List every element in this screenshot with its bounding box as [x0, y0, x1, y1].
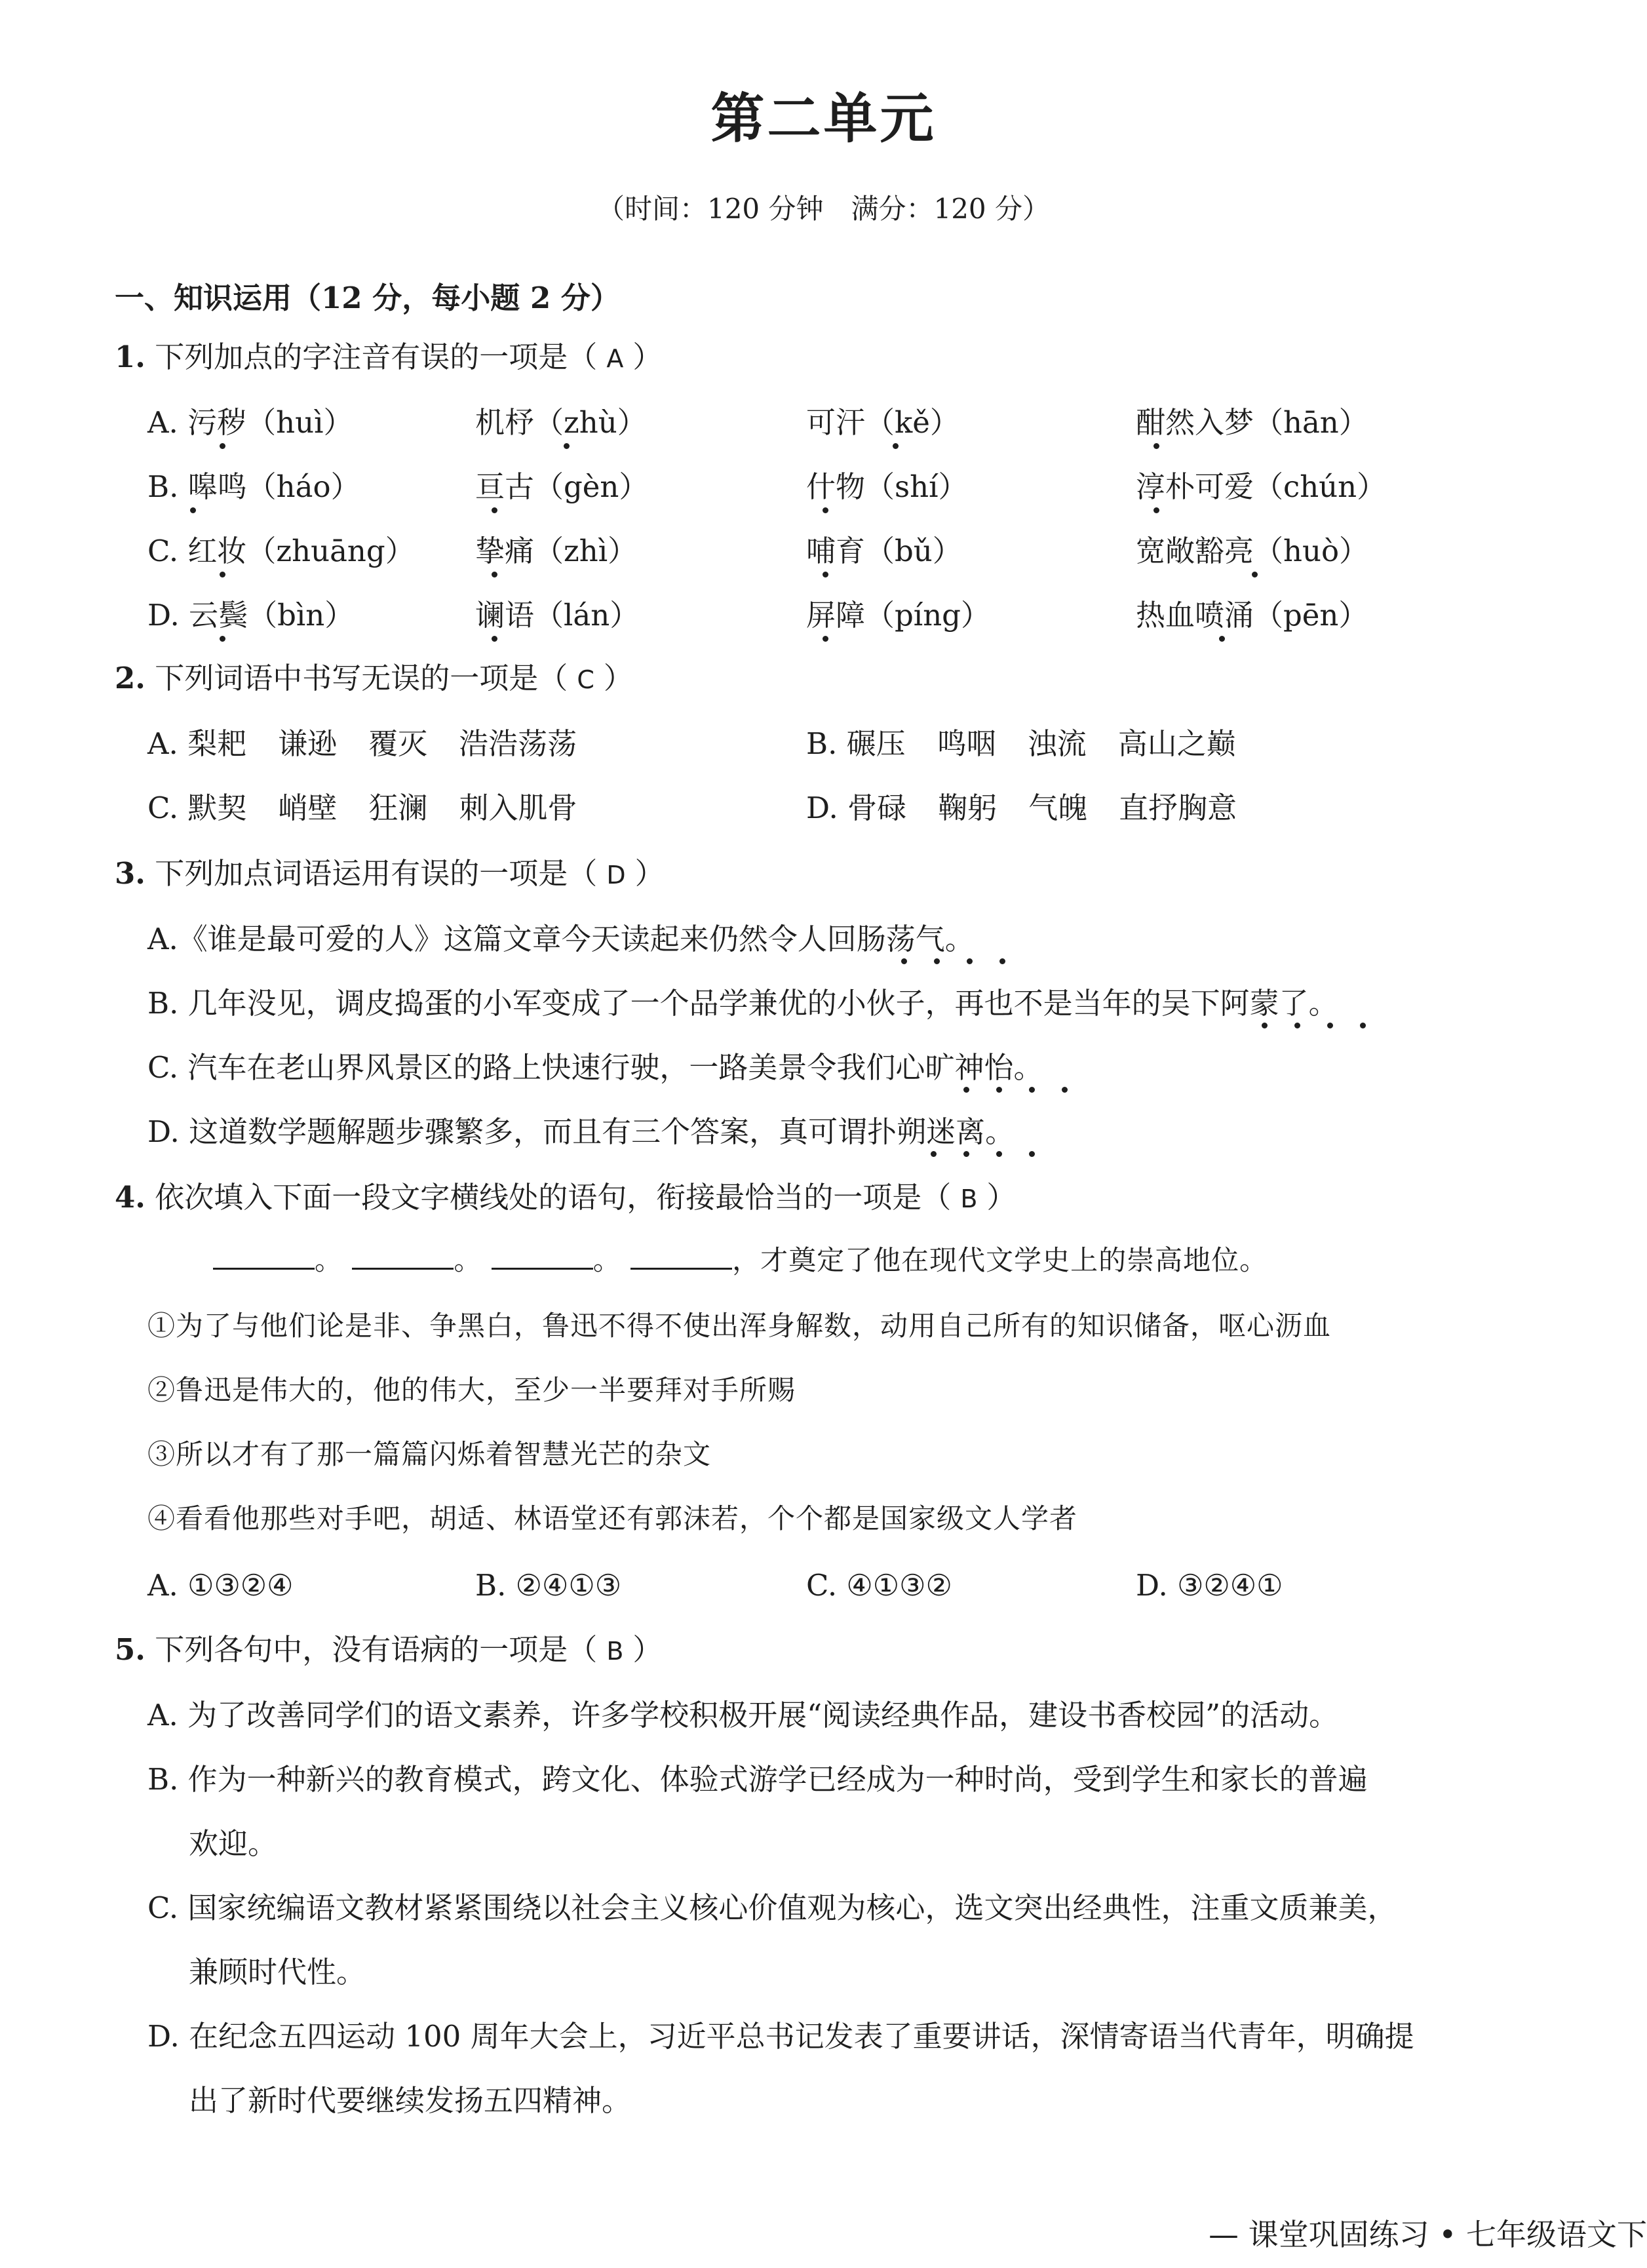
emphasis-dot [190, 507, 196, 513]
emphasis-dot [931, 1151, 937, 1157]
word: 鸣咽 [937, 726, 996, 761]
answer-mark: A [606, 344, 624, 373]
word: 刺入肌骨 [459, 791, 577, 825]
q1-option-c2: 挚痛（zhì） [475, 534, 638, 568]
period: 。 [454, 1244, 482, 1276]
blank-3 [492, 1266, 593, 1270]
period: 。 [592, 1244, 621, 1276]
q3-option-b: B. 几年没见，调皮捣蛋的小军变成了一个品学兼优的小伙子，再也不是当年的吴下阿蒙了。 [147, 986, 1338, 1021]
q2-option-d [806, 793, 1268, 823]
section-heading: 一、知识运用（12 分，每小题 2 分） [115, 281, 620, 315]
emphasis-dot [893, 443, 899, 449]
emphasis-dot [1262, 1023, 1268, 1028]
bracket-close: ） [986, 1180, 1017, 1215]
q1-option-c4: 宽敞豁亮（huò） [1136, 534, 1369, 568]
answer-mark: B [960, 1184, 978, 1213]
period: 。 [315, 1244, 343, 1276]
q4-sentence-2: ②鲁迅是伟大的，他的伟大，至少一半要拜对手所赐 [147, 1374, 796, 1406]
q1-option-c3: 哺育（bǔ） [806, 534, 962, 568]
emphasis-dot [963, 1087, 969, 1093]
q4-choice-b: B. ②④①③ [475, 1568, 622, 1603]
emphasis-dot [1252, 572, 1258, 577]
emphasis-dot [220, 636, 225, 642]
emphasis-dot [999, 958, 1005, 964]
blank-2 [352, 1266, 454, 1270]
emphasis-dot [823, 507, 828, 513]
q5-option-d: D. 在纪念五四运动 100 周年大会上，习近平总书记发表了重要讲话，深情寄语当代青年，明确提 [147, 2019, 1414, 2054]
blank-4 [630, 1266, 732, 1270]
q5-option-c: C. 国家统编语文教材紧紧围绕以社会主义核心价值观为核心，选文突出经典性，注重文质兼美， [147, 1890, 1397, 1925]
answer-mark: C [577, 665, 594, 694]
word: 浩浩荡荡 [459, 726, 577, 761]
emphasis-dot [564, 443, 570, 449]
word: 高山之巅 [1117, 726, 1236, 761]
question-number: 5. [115, 1632, 145, 1667]
emphasis-dot [1219, 636, 1225, 642]
q5-option-b: B. 作为一种新兴的教育模式，跨文化、体验式游学已经成为一种时尚，受到学生和家长的普遍 [147, 1762, 1368, 1797]
question-stem: 下列加点词语运用有误的一项是（ [155, 856, 598, 891]
question-number: 4. [115, 1180, 145, 1215]
emphasis-dot [220, 572, 225, 577]
emphasis-dot [823, 572, 828, 577]
question-3 [115, 856, 665, 891]
q1-option-d2: 谰语（lán） [475, 598, 640, 633]
q4-sentence-3: ③所以才有了那一篇篇闪烁着智慧光芒的杂文 [147, 1438, 712, 1470]
emphasis-dot [934, 958, 940, 964]
question-stem: 下列各句中，没有语病的一项是（ [155, 1632, 598, 1667]
q5-option-b-cont: 欢迎。 [189, 1826, 278, 1861]
emphasis-dot [996, 1151, 1002, 1157]
q4-choice-d: D. ③②④① [1136, 1568, 1283, 1603]
emphasis-dot [1029, 1151, 1035, 1157]
emphasis-dot [1294, 1023, 1300, 1028]
page-footer: — 课堂巩固练习 • 七年级语文下 [1209, 2217, 1647, 2252]
word: 直抒胸意 [1119, 791, 1237, 825]
word: 狂澜 [368, 791, 428, 825]
q1-option-a2: 机杼（zhù） [475, 405, 647, 440]
exam-time-info: （时间：120 分钟 满分：120 分） [596, 193, 1051, 225]
question-number: 1. [115, 340, 145, 374]
q3-option-a: A.《谁是最可爱的人》这篇文章今天读起来仍然令人回肠荡气。 [147, 922, 975, 956]
blank-1 [213, 1266, 315, 1270]
q4-sentence-1: ①为了与他们论是非、争黑白，鲁迅不得不使出浑身解数，动用自己所有的知识储备，呕心沥血 [147, 1310, 1332, 1342]
question-1 [115, 342, 662, 372]
word: 鞠躬 [938, 791, 998, 825]
q2-option-a [147, 726, 608, 761]
q1-option-b3: 什物（shí） [806, 469, 968, 504]
page-title: 第二单元 [710, 87, 937, 150]
question-stem: 下列加点的字注音有误的一项是（ [155, 340, 598, 374]
answer-mark: D [606, 861, 626, 890]
q1-option-d4: 热血喷涌（pēn） [1136, 598, 1368, 633]
q1-option-d1: D. 云鬓（bìn） [147, 598, 355, 633]
word: B. 碾压 [806, 726, 906, 761]
question-2 [115, 663, 633, 693]
q1-option-b1: B. 嗥鸣（háo） [147, 469, 360, 504]
q4-choice-a: A. ①③②④ [147, 1568, 294, 1603]
word: D. 骨碌 [806, 791, 907, 825]
q1-option-c1: C. 红妆（zhuāng） [147, 534, 415, 568]
bracket-close: ） [632, 1632, 663, 1667]
bracket-close: ） [632, 340, 663, 374]
q3-option-c: C. 汽车在老山界风景区的路上快速行驶，一路美景令我们心旷神怡。 [147, 1050, 1043, 1085]
emphasis-dot [1153, 443, 1159, 449]
bracket-close: ） [603, 661, 633, 695]
q4-choice-c: C. ④①③② [806, 1568, 952, 1603]
question-5 [115, 1632, 663, 1667]
q1-option-a1: A. 污秽（huì） [147, 405, 353, 440]
emphasis-dot [492, 572, 497, 577]
q4-sentence-4: ④看看他那些对手吧，胡适、林语堂还有郭沫若，个个都是国家级文人学者 [147, 1502, 1078, 1535]
bracket-close: ） [634, 856, 665, 891]
emphasis-dot [901, 958, 907, 964]
answer-mark: B [606, 1637, 624, 1666]
emphasis-dot [1062, 1087, 1068, 1093]
word: C. 默契 [147, 791, 247, 825]
q1-option-b4: 淳朴可爱（chún） [1136, 469, 1387, 504]
question-number: 3. [115, 856, 145, 891]
emphasis-dot [1327, 1023, 1333, 1028]
word: 气魄 [1028, 791, 1088, 825]
q3-option-d: D. 这道数学题解题步骤繁多，而且有三个答案，真可谓扑朔迷离。 [147, 1114, 1015, 1149]
question-number: 2. [115, 661, 145, 695]
emphasis-dot [963, 1151, 969, 1157]
question-4 [115, 1180, 1017, 1215]
q1-option-a4: 酣然入梦（hān） [1136, 405, 1368, 440]
emphasis-dot [1029, 1087, 1035, 1093]
emphasis-dot [220, 443, 225, 449]
word: 谦逊 [278, 726, 338, 761]
fill-in-line [213, 1244, 1268, 1276]
emphasis-dot [823, 636, 828, 642]
emphasis-dot [492, 636, 497, 642]
question-stem: 下列词语中书写无误的一项是（ [155, 661, 568, 695]
word: 峭壁 [278, 791, 338, 825]
word: 浊流 [1027, 726, 1087, 761]
emphasis-dot [967, 958, 973, 964]
blank-tail: ，才奠定了他在现代文学史上的崇高地位。 [732, 1244, 1268, 1276]
question-stem: 依次填入下面一段文字横线处的语句，衔接最恰当的一项是（ [155, 1180, 952, 1215]
q1-option-b2: 亘古（gèn） [475, 469, 649, 504]
q2-option-b [806, 726, 1268, 761]
emphasis-dot [1153, 507, 1159, 513]
emphasis-dot [492, 507, 497, 513]
q5-option-d-cont: 出了新时代要继续发扬五四精神。 [189, 2083, 632, 2118]
word: A. 梨耙 [147, 726, 247, 761]
q1-option-a3: 可汗（kě） [806, 405, 959, 440]
emphasis-dot [1360, 1023, 1366, 1028]
q5-option-a: A. 为了改善同学们的语文素养，许多学校积极开展“阅读经典作品，建设书香校园”的活动。 [147, 1698, 1339, 1732]
word: 覆灭 [368, 726, 428, 761]
q2-option-c [147, 793, 608, 823]
emphasis-dot [996, 1087, 1002, 1093]
q1-option-d3: 屏障（píng） [806, 598, 990, 633]
q5-option-c-cont: 兼顾时代性。 [189, 1955, 366, 1989]
